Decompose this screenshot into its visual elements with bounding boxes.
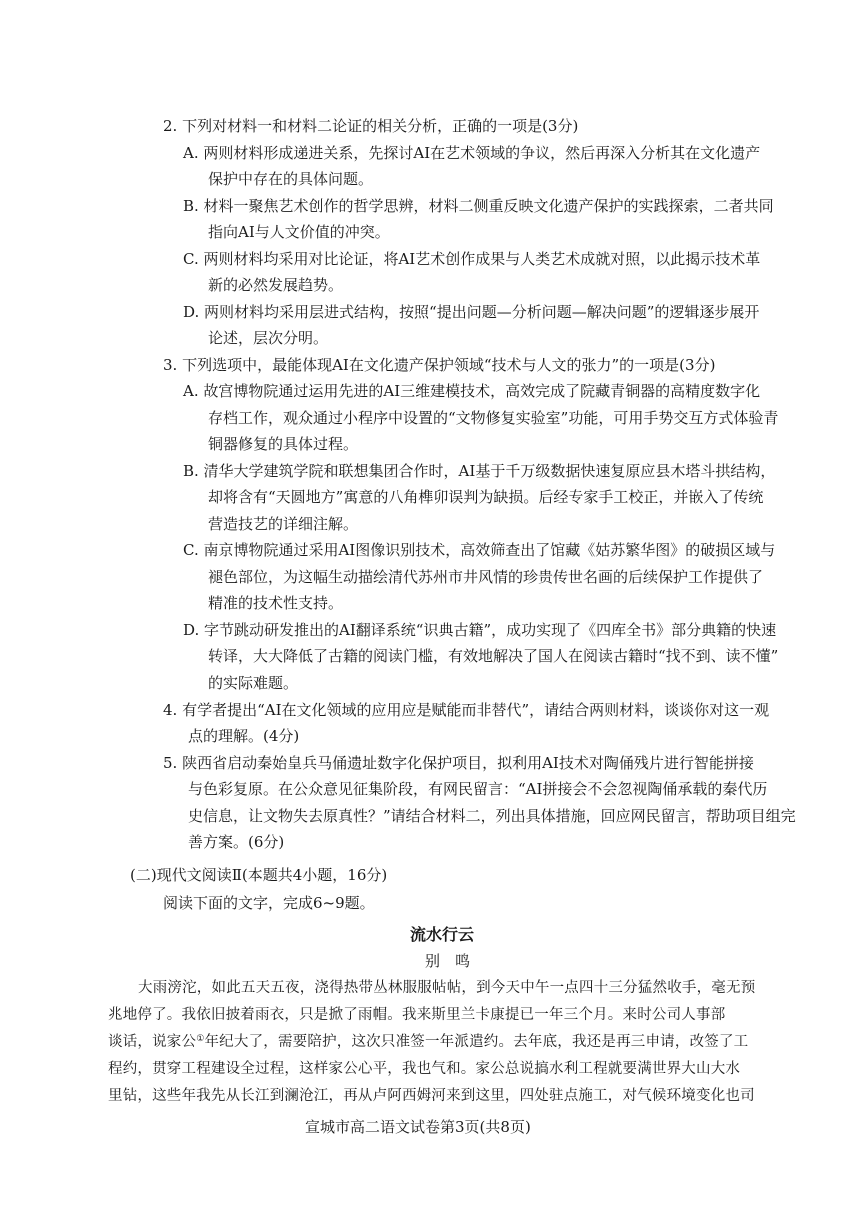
question-2-option-a: A. 两则材料形成递进关系，先探讨AI在艺术领域的争议，然后再深入分析其在文化遗产 [183, 144, 761, 162]
question-3-stem: 3. 下列选项中，最能体现AI在文化遗产保护领域“技术与人文的张力”的一项是(3分) [163, 356, 716, 374]
section-instruction: 阅读下面的文字，完成6~9题。 [163, 894, 375, 912]
question-2-option-c-cont: 新的必然发展趋势。 [208, 276, 344, 294]
question-3-option-d: D. 字节跳动研发推出的AI翻译系统“识典古籍”，成功实现了《四库全书》部分典籍的快速 [183, 621, 777, 639]
question-3-option-d-cont: 的实际难题。 [208, 674, 299, 692]
question-5-line: 善方案。(6分) [188, 833, 285, 851]
question-2-option-c: C. 两则材料均采用对比论证，将AI艺术创作成果与人类艺术成就对照，以此揭示技术革 [183, 250, 761, 268]
story-line: 大雨滂沱，如此五天五夜，浇得热带丛林服服帖帖，到今天中午一点四十三分猛然收手，毫无预 [138, 980, 756, 996]
question-2-stem: 2. 下列对材料一和材料二论证的相关分析，正确的一项是(3分) [163, 117, 579, 135]
question-3-option-c: C. 南京博物院通过采用AI图像识别技术，高效筛查出了馆藏《姑苏繁华图》的破损区域与 [183, 541, 776, 559]
question-2-option-d: D. 两则材料均采用层进式结构，按照“提出问题—分析问题—解决问题”的逻辑逐步展开 [183, 303, 760, 321]
question-4-line: 点的理解。(4分) [188, 727, 300, 745]
question-3-option-b-cont: 却将含有“天圆地方”寓意的八角榫卯误判为缺损。后经专家手工校正，并嵌入了传统 [208, 488, 764, 506]
question-3-option-b-cont: 营造技艺的详细注解。 [208, 515, 359, 533]
question-3-option-c-cont: 精准的技术性支持。 [208, 594, 344, 612]
question-3-option-a-cont: 铜器修复的具体过程。 [208, 435, 359, 453]
story-title: 流水行云 [410, 925, 475, 944]
question-2-option-d-cont: 论述，层次分明。 [208, 329, 329, 347]
story-line [108, 1032, 748, 1052]
question-3-option-d-cont: 转译，大大降低了古籍的阅读门槛，有效地解决了国人在阅读古籍时“找不到、读不懂” [208, 647, 779, 665]
question-3-option-a: A. 故宫博物院通过运用先进的AI三维建模技术，高效完成了院藏青铜器的高精度数字化 [183, 382, 761, 400]
footnote-marker: ① [196, 1034, 205, 1044]
question-5-line: 史信息，让文物失去原真性？”请结合材料二，列出具体措施，回应网民留言，帮助项目组完 [188, 807, 796, 825]
story-line: 程约，贯穿工程建设全过程，这样家公心平，我也气和。家公总说搞水利工程就要满世界大山大水 [108, 1061, 741, 1077]
question-3-option-a-cont: 存档工作，观众通过小程序中设置的“文物修复实验室”功能，可用手势交互方式体验青 [208, 409, 779, 427]
question-4-line: 4. 有学者提出“AI在文化领域的应用应是赋能而非替代”，请结合两则材料，谈谈你对这一观 [163, 701, 770, 719]
page-footer: 宣城市高二语文试卷第3页(共8页) [305, 1118, 531, 1136]
story-line-part: 年纪大了，需要陪护，这次只准签一年派遣约。去年底，我还是再三申请，改签了工 [204, 1034, 749, 1050]
question-2-option-b-cont: 指向AI与人文价值的冲突。 [208, 223, 390, 241]
question-2-option-a-cont: 保护中存在的具体问题。 [208, 170, 374, 188]
question-2-option-b: B. 材料一聚焦艺术创作的哲学思辨，材料二侧重反映文化遗产保护的实践探索，二者共同 [183, 197, 774, 215]
question-5-line: 5. 陕西省启动秦始皇兵马俑遗址数字化保护项目，拟利用AI技术对陶俑残片进行智能拼接 [163, 754, 754, 772]
story-author: 别 鸣 [425, 952, 471, 970]
story-line: 兆地停了。我依旧披着雨衣，只是掀了雨帽。我来斯里兰卡康提已一年三个月。来时公司人事部 [108, 1007, 726, 1023]
question-5-line: 与色彩复原。在公众意见征集阶段，有网民留言：“AI拼接会不会忽视陶俑承载的秦代历 [188, 780, 768, 798]
section-heading: (二)现代文阅读Ⅱ(本题共4小题，16分) [130, 866, 388, 884]
question-3-option-b: B. 清华大学建筑学院和联想集团合作时，AI基于千万级数据快速复原应县木塔斗拱结构， [183, 462, 776, 480]
question-3-option-c-cont: 褪色部位，为这幅生动描绘清代苏州市井风情的珍贵传世名画的后续保护工作提供了 [208, 568, 764, 586]
story-line: 里钻，这些年我先从长江到澜沧江，再从卢阿西姆河来到这里，四处驻点施工，对气候环境变化也司 [108, 1088, 755, 1104]
story-line-part: 谈话，说家公 [108, 1034, 197, 1050]
